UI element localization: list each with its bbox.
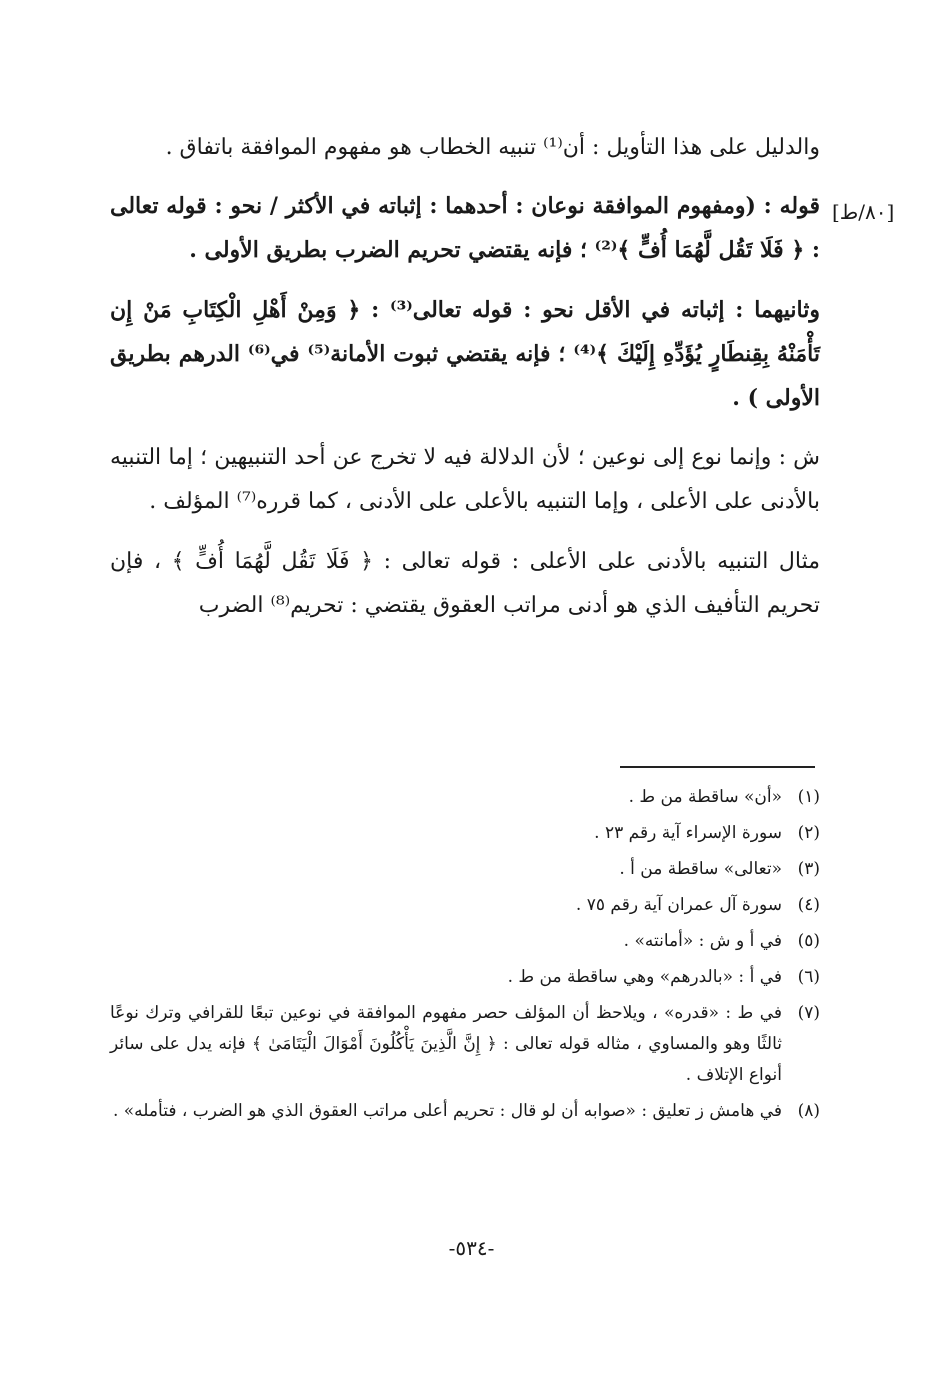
paragraph-quote-second-type: وثانيهما : إثباته في الأقل نحو : قوله تعالى⁽³⁾ : ﴿ وَمِنْ أَهْلِ الْكِتَابِ مَنْ إِن تَأْمَنْهُ بِقِنطَارٍ يُؤَدِّهِ إِلَيْكَ ﴾⁽⁴⁾ ؛ فإنه يقتضي ثبوت الأمانة⁽⁵⁾ في⁽⁶⁾ الدرهم بطريق الأولى ) . bbox=[110, 297, 820, 411]
paragraph-intro: والدليل على هذا التأويل : أن⁽¹⁾ تنبيه الخطاب هو مفهوم الموافقة باتفاق . bbox=[165, 135, 820, 160]
footnote-number: (٢) bbox=[797, 823, 820, 843]
footnote-text: سورة الإسراء آية رقم ٢٣ . bbox=[594, 823, 782, 843]
footnote-item bbox=[110, 818, 820, 849]
footnote-number: (٥) bbox=[797, 931, 820, 951]
main-text bbox=[110, 126, 820, 644]
footnote-text: «أن» ساقطة من ط . bbox=[628, 787, 782, 807]
footnote-text: في ط : «قدره» ، ويلاحظ أن المؤلف حصر مفهوم الموافقة في نوعين تبعًا للقرافي وترك نوعًا ثالثًا وهو والمساوي ، مثاله قوله تعالى : ﴿ إِنَّ الَّذِينَ يَأْكُلُونَ أَمْوَالَ الْيَتَامَىٰ ﴾ فإنه يدل على سائر أنواع الإتلاف . bbox=[110, 1003, 782, 1085]
footnote-number: (٤) bbox=[797, 895, 820, 915]
footnote-item bbox=[110, 998, 820, 1091]
footnote-number: (٨) bbox=[797, 1101, 820, 1121]
footnote-number: (٧) bbox=[797, 1003, 820, 1023]
footnote-item bbox=[110, 1096, 820, 1127]
footnote-text: في أ و ش : «أمانته» . bbox=[623, 931, 782, 951]
footnote-item bbox=[110, 782, 820, 813]
paragraph-example: مثال التنبيه بالأدنى على الأعلى : قوله تعالى : ﴿ فَلَا تَقُل لَّهُمَا أُفٍّ ﴾ ، فإن تحريم التأفيف الذي هو أدنى مراتب العقوق يقتضي : تحريم⁽⁸⁾ الضرب bbox=[110, 549, 820, 618]
footnotes bbox=[110, 782, 820, 1132]
footnote-number: (٦) bbox=[797, 967, 820, 987]
footnote-text: سورة آل عمران آية رقم ٧٥ . bbox=[575, 895, 782, 915]
footnote-text: «تعالى» ساقطة من أ . bbox=[619, 859, 782, 879]
footnote-text: في هامش ز تعليق : «صوابه أن لو قال : تحريم أعلى مراتب العقوق الذي هو الضرب ، فتأمله» . bbox=[112, 1101, 782, 1121]
footnote-item bbox=[110, 926, 820, 957]
paragraph-quote-first-type: قوله : (ومفهوم الموافقة نوعان : أحدهما : إثباته في الأكثر / نحو : قوله تعالى : ﴿ فَلَا تَقُل لَّهُمَا أُفٍّ ﴾⁽²⁾ ؛ فإنه يقتضي تحريم الضرب بطريق الأولى . bbox=[110, 193, 820, 263]
footnote-item bbox=[110, 854, 820, 885]
footnote-divider bbox=[620, 766, 815, 768]
footnote-number: (٣) bbox=[797, 859, 820, 879]
footnote-item bbox=[110, 890, 820, 921]
footnote-text: في أ : «بالدرهم» وهي ساقطة من ط . bbox=[507, 967, 782, 987]
margin-page-reference: [٨٠/ط] bbox=[832, 200, 895, 224]
paragraph-commentary: ش : وإنما نوع إلى نوعين ؛ لأن الدلالة فيه لا تخرج عن أحد التنبيهين ؛ إما التنبيه بالأدنى على الأعلى ، وإما التنبيه بالأعلى على الأدنى ، كما قرره⁽⁷⁾ المؤلف . bbox=[110, 445, 820, 514]
page-number: -٥٣٤- bbox=[448, 1236, 495, 1260]
footnote-item bbox=[110, 962, 820, 993]
footnote-number: (١) bbox=[797, 787, 820, 807]
